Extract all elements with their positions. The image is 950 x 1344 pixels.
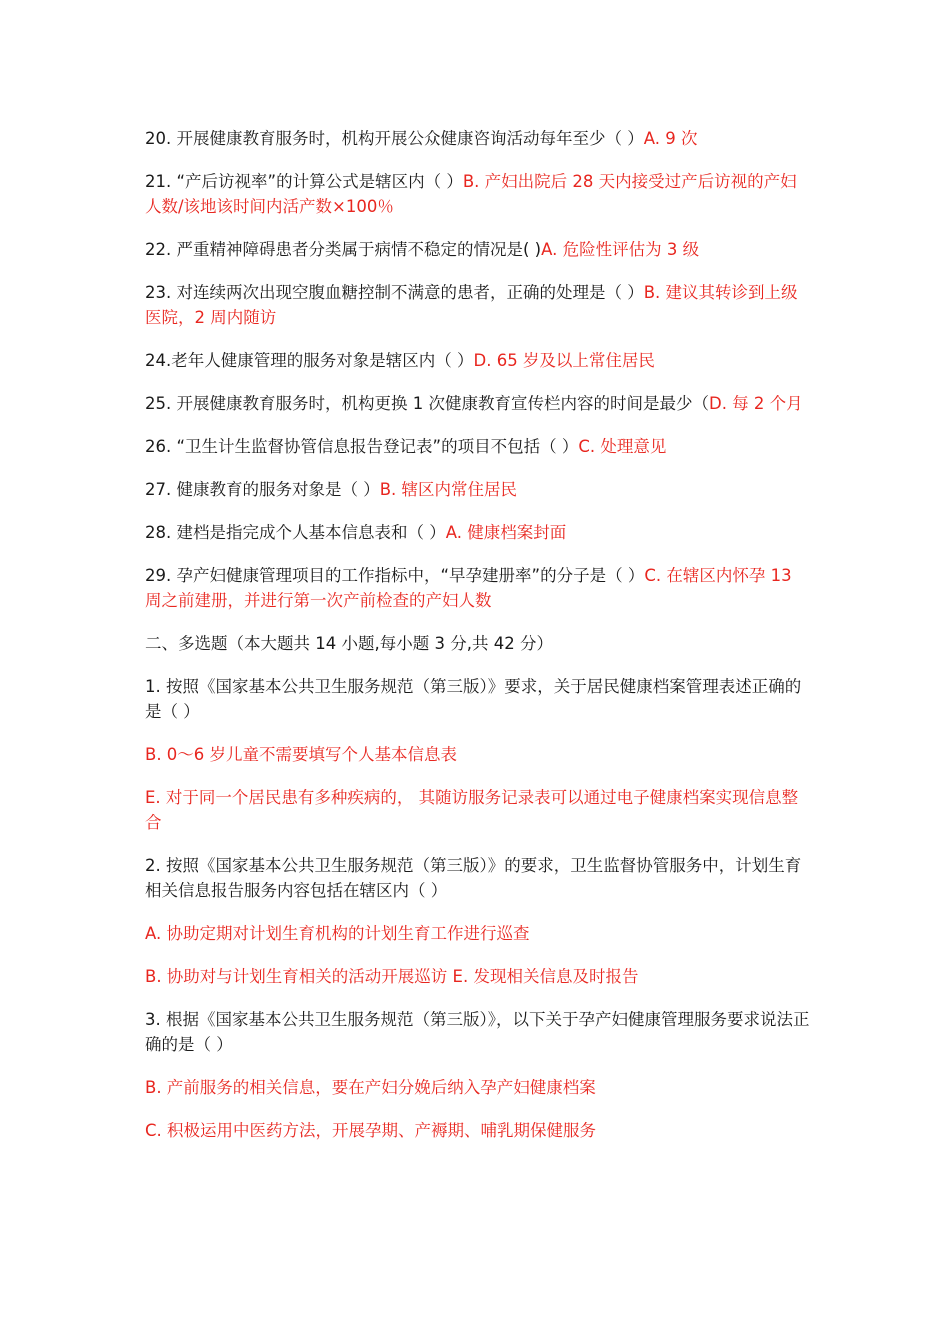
answer-text: C. 在辖区内怀孕 13 周之前建册，并进行第一次产前检查的产妇人数 [145, 566, 792, 610]
answer-text: C. 处理意见 [578, 437, 667, 456]
answer-text: A. 9 次 [643, 129, 698, 148]
answer-text: D. 每 2 个月 [708, 394, 803, 413]
multi-answer: A. 协助定期对计划生育机构的计划生育工作进行巡查 [145, 924, 530, 943]
question-text: 22. 严重精神障碍患者分类属于病情不稳定的情况是( ) [145, 240, 542, 259]
answer-text: A. 危险性评估为 3 级 [541, 240, 700, 259]
question-24 [145, 348, 810, 373]
answer-text: D. 65 岁及以上常住居民 [473, 351, 655, 370]
question-20 [145, 126, 810, 151]
multi-answer: B. 产前服务的相关信息，要在产妇分娩后纳入孕产妇健康档案 [145, 1078, 596, 1097]
question-text: 26. “卫生计生监督协管信息报告登记表”的项目不包括（ ） [145, 437, 579, 456]
question-text: 21. “产后访视率”的计算公式是辖区内（ ） [145, 172, 463, 191]
question-text: 25. 开展健康教育服务时，机构更换 1 次健康教育宣传栏内容的时间是最少（ [145, 394, 709, 413]
question-text: 24.老年人健康管理的服务对象是辖区内（ ） [145, 351, 474, 370]
answer-text: B. 建议其转诊到上级医院，2 周内随访 [145, 283, 798, 327]
question-28 [145, 520, 810, 545]
question-text: 27. 健康教育的服务对象是（ ） [145, 480, 380, 499]
question-text: 29. 孕产妇健康管理项目的工作指标中，“早孕建册率”的分子是（ ） [145, 566, 645, 585]
multi-answer: C. 积极运用中医药方法，开展孕期、产褥期、哺乳期保健服务 [145, 1121, 597, 1140]
question-21 [145, 169, 810, 219]
question-23 [145, 280, 810, 330]
multi-question-1: 1. 按照《国家基本公共卫生服务规范（第三版）》要求，关于居民健康档案管理表述正确的是（ ） [145, 677, 802, 721]
question-text: 20. 开展健康教育服务时，机构开展公众健康咨询活动每年至少（ ） [145, 129, 644, 148]
question-text: 28. 建档是指完成个人基本信息表和（ ） [145, 523, 446, 542]
multi-question-3: 3. 根据《国家基本公共卫生服务规范（第三版）》，以下关于孕产妇健康管理服务要求说法正确的是（ ） [145, 1010, 810, 1054]
section-title: 二、多选题（本大题共 14 小题,每小题 3 分,共 42 分） [145, 634, 553, 653]
answer-text: A. 健康档案封面 [445, 523, 567, 542]
answer-text: B. 辖区内常住居民 [379, 480, 518, 499]
multi-answer: B. 0～6 岁儿童不需要填写个人基本信息表 [145, 745, 458, 764]
answer-text: B. 产妇出院后 28 天内接受过产后访视的产妇人数/该地该时间内活产数×100％ [145, 172, 797, 216]
question-27 [145, 477, 810, 502]
multi-answer: E. 对于同一个居民患有多种疾病的， 其随访服务记录表可以通过电子健康档案实现信息整合 [145, 788, 799, 832]
question-22 [145, 237, 810, 262]
question-26 [145, 434, 810, 459]
multi-answer: B. 协助对与计划生育相关的活动开展巡访 E. 发现相关信息及时报告 [145, 967, 639, 986]
question-25 [145, 391, 810, 416]
question-text: 23. 对连续两次出现空腹血糖控制不满意的患者，正确的处理是（ ） [145, 283, 644, 302]
question-29 [145, 563, 810, 613]
multi-question-2: 2. 按照《国家基本公共卫生服务规范（第三版）》的要求，卫生监督协管服务中，计划生育相关信息报告服务内容包括在辖区内（ ） [145, 856, 802, 900]
document-page [145, 126, 810, 1161]
